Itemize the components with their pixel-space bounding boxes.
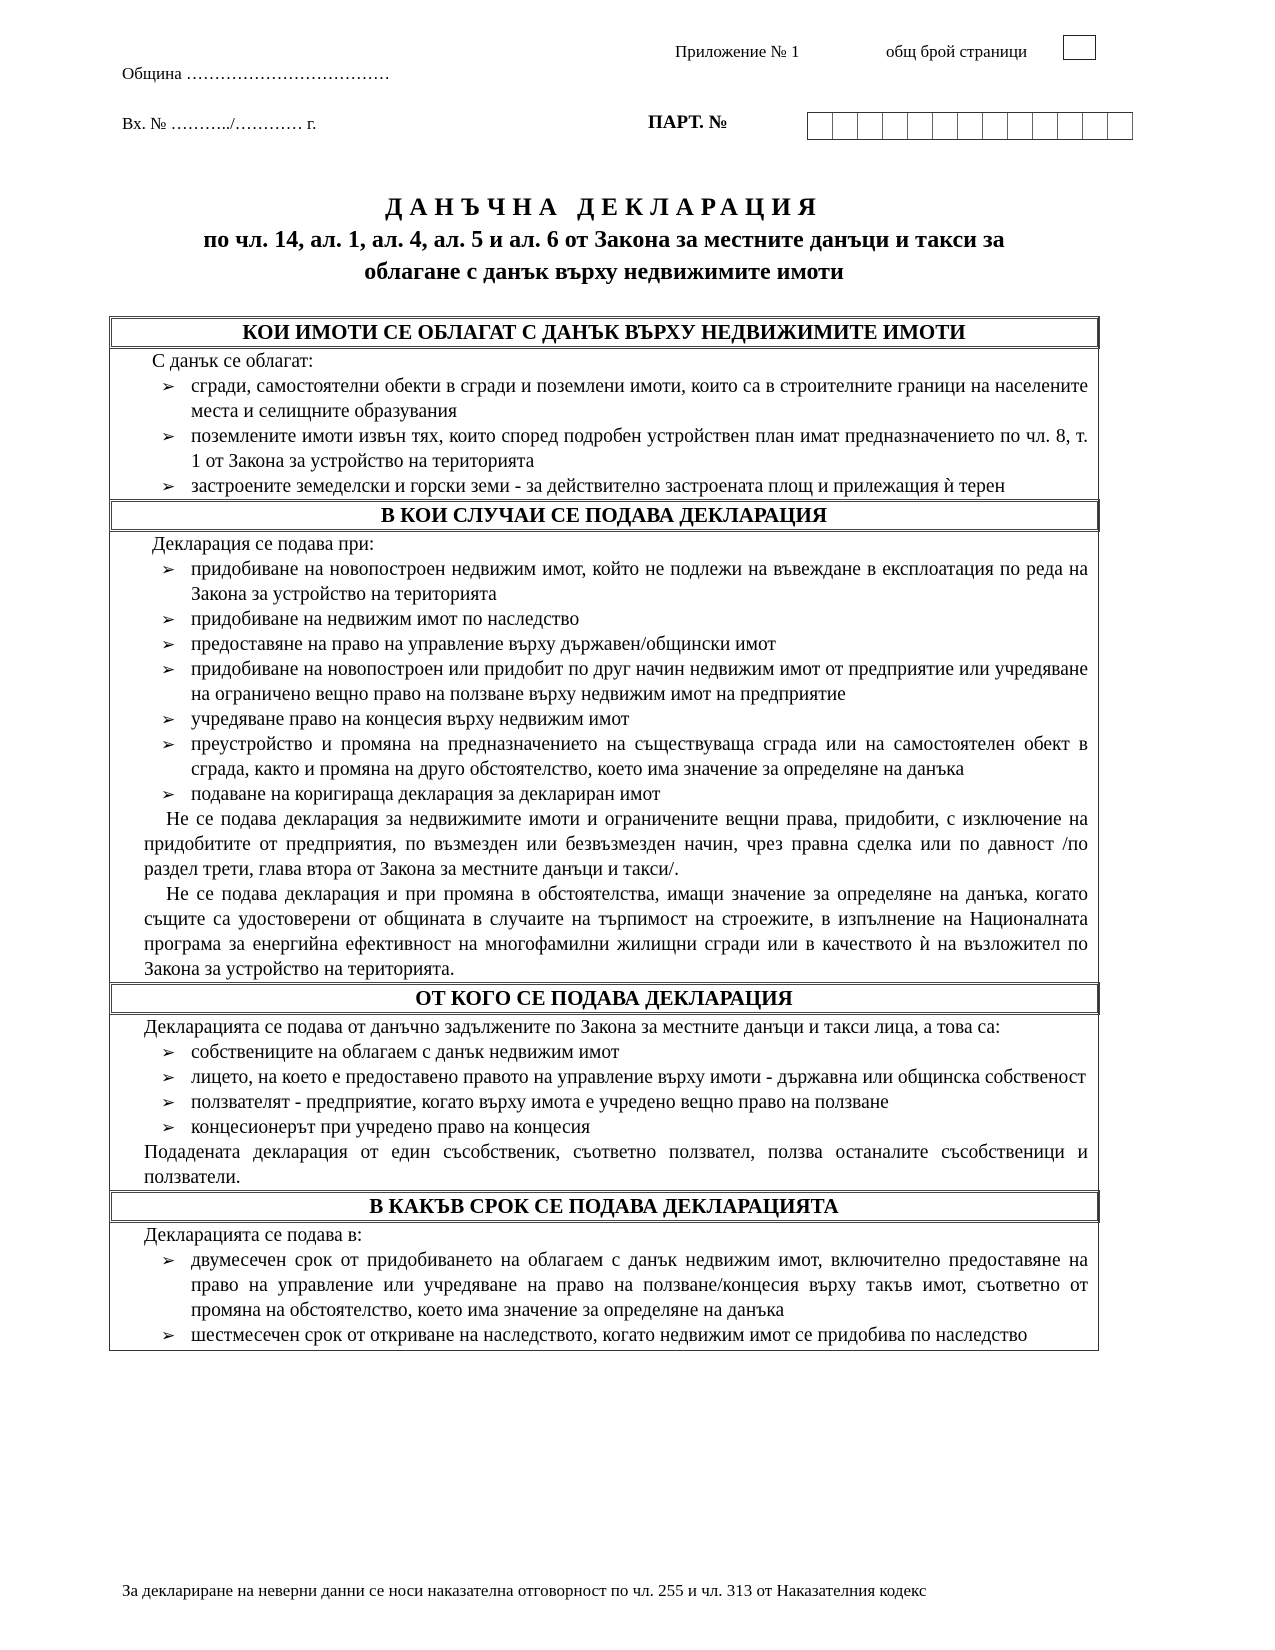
part-number-boxes (807, 112, 1133, 140)
arrowhead-bullet-icon: ➢ (161, 427, 176, 446)
part-number-label: ПАРТ. № (648, 112, 728, 133)
section-intro: С данък се облагат: (152, 351, 314, 372)
section-heading-deadline: В КАКЪВ СРОК СЕ ПОДАВА ДЕКЛАРАЦИЯТА (109, 1190, 1100, 1223)
liability-footer-note: За деклариране на неверни данни се носи наказателна отговорност по чл. 255 и чл. 313 от Наказателния кодекс (122, 1581, 927, 1600)
list-item: ➢ учредяване право на концесия върху недвижим имот (161, 709, 630, 730)
arrowhead-bullet-icon: ➢ (161, 377, 176, 396)
municipality-field[interactable]: Община ……………………………… (122, 64, 391, 83)
list-item: ➢ лицето, на което е предоставено правото на управление върху имоти - държавна или общинска собственост (161, 1067, 1086, 1088)
document-subtitle-line-2: облагане с данък върху недвижимите имоти (364, 259, 844, 285)
arrowhead-bullet-icon: ➢ (161, 710, 176, 729)
document-title: ДАНЪЧНА ДЕКЛАРАЦИЯ (385, 194, 823, 221)
note-paragraph: Не се подава декларация и при промяна в обстоятелства, имащи значение за определяне на данъка, когато същите са удостоверени от общината в случаите на търпимост на строежите, в изпълнение на Националната програма за енергийна ефективност на многофамилни жилищни сгради или в качеството ѝ на възложител по Закона за устройство на територията. (144, 884, 1088, 980)
list-item: ➢ предоставяне на право на управление върху държавен/общински имот (161, 634, 776, 655)
page-count-field[interactable] (1063, 35, 1096, 60)
section-body-taxable-properties (110, 349, 1098, 499)
list-item: ➢ подаване на коригираща декларация за деклариран имот (161, 784, 661, 805)
part-number-digit-box[interactable] (1008, 113, 1033, 139)
note-paragraph: Подадената декларация от един съсобственик, съответно ползвател, ползва останалите съсобственици и ползватели. (144, 1142, 1088, 1188)
part-number-digit-box[interactable] (933, 113, 958, 139)
arrowhead-bullet-icon: ➢ (161, 610, 176, 629)
arrowhead-bullet-icon: ➢ (161, 1043, 176, 1062)
list-item: ➢ придобиване на новопостроен или придобит по друг начин недвижим имот от предприятие или учредяване на ограничено вещно право на ползване върху недвижим имот на предприятие (161, 659, 1088, 705)
list-item: ➢ сгради, самостоятелни обекти в сгради и поземлени имоти, които са в строителните граници на населените места и селищните образувания (161, 376, 1088, 422)
section-intro: Декларацията се подава в: (144, 1225, 363, 1246)
part-number-digit-box[interactable] (1033, 113, 1058, 139)
section-body-deadline (110, 1223, 1098, 1350)
part-number-digit-box[interactable] (808, 113, 833, 139)
part-number-digit-box[interactable] (983, 113, 1008, 139)
arrowhead-bullet-icon: ➢ (161, 560, 176, 579)
part-number-digit-box[interactable] (858, 113, 883, 139)
arrowhead-bullet-icon: ➢ (161, 1326, 176, 1345)
part-number-digit-box[interactable] (1108, 113, 1133, 139)
incoming-number-field[interactable]: Вх. № ………../………… г. (122, 114, 317, 133)
arrowhead-bullet-icon: ➢ (161, 735, 176, 754)
document-subtitle-line-1: по чл. 14, ал. 1, ал. 4, ал. 5 и ал. 6 от Закона за местните данъци и такси за (203, 227, 1005, 253)
list-item: ➢ придобиване на недвижим имот по наследство (161, 609, 580, 630)
arrowhead-bullet-icon: ➢ (161, 660, 176, 679)
section-body-when-to-file (110, 532, 1098, 982)
arrowhead-bullet-icon: ➢ (161, 635, 176, 654)
section-heading-taxable-properties: КОИ ИМОТИ СЕ ОБЛАГАТ С ДАНЪК ВЪРХУ НЕДВИЖИМИТЕ ИМОТИ (109, 316, 1100, 349)
part-number-digit-box[interactable] (883, 113, 908, 139)
arrowhead-bullet-icon: ➢ (161, 1118, 176, 1137)
arrowhead-bullet-icon: ➢ (161, 1068, 176, 1087)
part-number-digit-box[interactable] (1083, 113, 1108, 139)
section-intro: Декларация се подава при: (152, 534, 375, 555)
list-item: ➢ собствениците на облагаем с данък недвижим имот (161, 1042, 620, 1063)
section-heading-when-to-file: В КОИ СЛУЧАИ СЕ ПОДАВА ДЕКЛАРАЦИЯ (109, 499, 1100, 532)
section-heading-who-files: ОТ КОГО СЕ ПОДАВА ДЕКЛАРАЦИЯ (109, 982, 1100, 1015)
list-item: ➢ концесионерът при учредено право на концесия (161, 1117, 591, 1138)
document-title-block (109, 192, 1099, 288)
list-item: ➢ придобиване на новопостроен недвижим имот, който не подлежи на въвеждане в експлоатация по реда на Закона за устройство на територията (161, 559, 1088, 605)
list-item: ➢ двумесечен срок от придобиването на облагаем с данък недвижим имот, включително предоставяне на право на управление или учредяване на право на ползване/концесия върху такъв имот, съответно от промяна на обстоятелство, което има значение за определяне на данъка (161, 1250, 1088, 1321)
part-number-digit-box[interactable] (908, 113, 933, 139)
list-item: ➢ застроените земеделски и горски земи - за действително застроената площ и прилежащия ѝ терен (161, 476, 1006, 497)
appendix-label: Приложение № 1 (675, 42, 800, 61)
arrowhead-bullet-icon: ➢ (161, 785, 176, 804)
list-item: ➢ ползвателят - предприятие, когато върху имота е учредено вещно право на ползване (161, 1092, 889, 1113)
arrowhead-bullet-icon: ➢ (161, 1251, 176, 1270)
part-number-digit-box[interactable] (958, 113, 983, 139)
page-count-label: общ брой страници (886, 42, 1028, 61)
section-body-who-files (110, 1015, 1098, 1190)
note-paragraph: Не се подава декларация за недвижимите имоти и ограничените вещни права, придобити, с изключение на придобитите от предприятия, по възмезден или безвъзмезден начин, чрез правна сделка или по давност /по раздел трети, глава втора от Закона за местните данъци и такси/. (144, 809, 1088, 880)
section-intro: Декларацията се подава от данъчно задължените по Закона за местните данъци и такси лица, а това са: (144, 1017, 1001, 1038)
list-item: ➢ шестмесечен срок от откриване на наследството, когато недвижим имот се придобива по наследство (161, 1325, 1028, 1346)
list-item: ➢ преустройство и промяна на предназначението на съществуваща сграда или на самостоятелен обект в сграда, както и промяна на друго обстоятелство, което има значение за определяне на данъка (161, 734, 1088, 780)
instructions-table (109, 316, 1099, 1351)
part-number-digit-box[interactable] (1058, 113, 1083, 139)
arrowhead-bullet-icon: ➢ (161, 477, 176, 496)
part-number-digit-box[interactable] (833, 113, 858, 139)
list-item: ➢ поземлените имоти извън тях, които според подробен устройствен план имат предназначението по чл. 8, т. 1 от Закона за устройство на територията (161, 426, 1088, 472)
arrowhead-bullet-icon: ➢ (161, 1093, 176, 1112)
